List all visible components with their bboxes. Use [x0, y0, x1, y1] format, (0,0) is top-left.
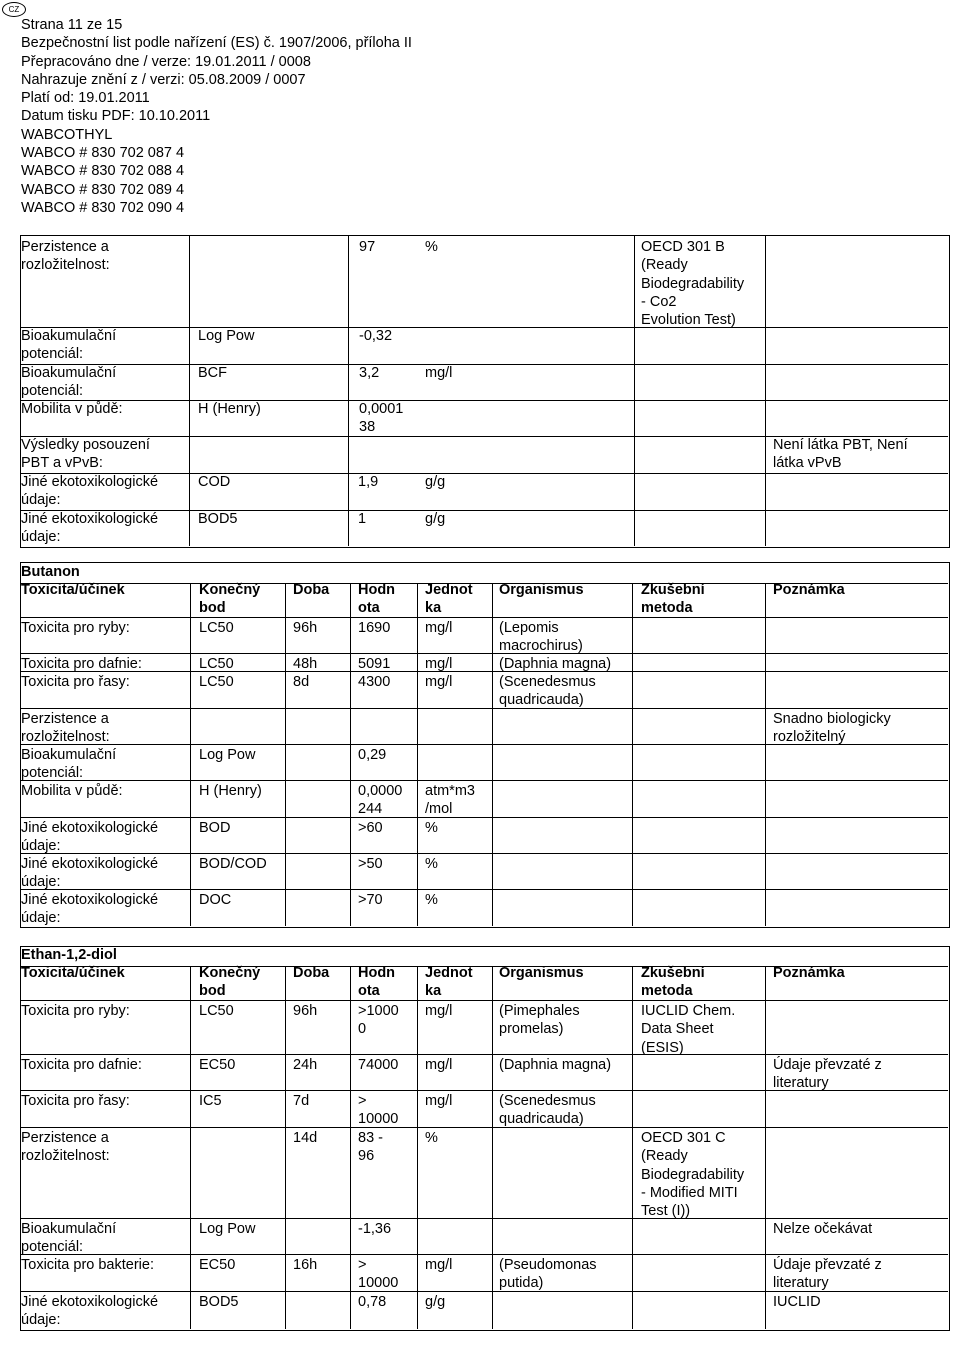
- duration-text: 24h: [293, 1057, 318, 1073]
- col-separator: [417, 583, 418, 926]
- col-separator: [285, 583, 286, 926]
- header-line: Datum tisku PDF: 10.10.2011: [21, 108, 211, 125]
- effect-label: Toxicita pro bakterie:: [21, 1257, 154, 1273]
- test-method: OECD 301 C (Ready Biodegradability - Modified MITI Test (I)): [641, 1130, 745, 1220]
- substance-title: Ethan-1,2-diol: [21, 947, 117, 963]
- header-line: Strana 11 ze 15: [21, 17, 123, 33]
- row-separator: [20, 780, 948, 781]
- row-separator: [20, 473, 948, 474]
- duration-text: 16h: [293, 1257, 318, 1273]
- parameter-label: Perzistence a rozložitelnost:: [21, 239, 110, 274]
- organism-text: (Scenedesmus quadricauda): [499, 674, 596, 709]
- col-header-value: Hodn ota: [358, 965, 396, 1000]
- col-header-endpoint: Konečný bod: [199, 582, 261, 617]
- endpoint-label: Log Pow: [199, 1221, 256, 1237]
- effect-label: Perzistence a rozložitelnost:: [21, 711, 110, 746]
- duration-text: 96h: [293, 1003, 318, 1019]
- endpoint-label: Log Pow: [198, 328, 255, 344]
- col-header-duration: Doba: [293, 965, 330, 981]
- endpoint-label: BOD/COD: [199, 856, 267, 872]
- note-text: Snadno biologicky rozložitelný: [773, 711, 891, 746]
- value-text: -0,32: [359, 328, 393, 344]
- header-line: Bezpečnostní list podle nařízení (ES) č. 1907/2006, příloha II: [21, 35, 412, 52]
- unit-text: mg/l: [425, 620, 453, 636]
- unit-text: mg/l: [425, 1257, 453, 1273]
- row-separator: [20, 1254, 948, 1255]
- row-separator: [20, 436, 948, 437]
- effect-label: Toxicita pro dafnie:: [21, 656, 142, 672]
- row-separator: [20, 364, 948, 365]
- parameter-label: Výsledky posouzení PBT a vPvB:: [21, 437, 150, 472]
- duration-text: 14d: [293, 1130, 318, 1146]
- unit-text: mg/l: [425, 1003, 453, 1019]
- value-text: 1: [358, 511, 367, 527]
- language-badge: CZ: [2, 2, 26, 17]
- col-header-effect: Toxicita/účinek: [21, 965, 125, 981]
- value-text: 1,9: [358, 474, 379, 490]
- col-separator: [190, 966, 191, 1329]
- header-line: Nahrazuje znění z / verzi: 05.08.2009 / 0007: [21, 71, 306, 88]
- section1-table: [20, 235, 950, 548]
- test-method: OECD 301 B (Ready Biodegradability - Co2 Evolution Test): [641, 239, 745, 329]
- value-text: 74000: [358, 1057, 399, 1073]
- unit-text: mg/l: [425, 365, 453, 381]
- col-header-method: Zkušební metoda: [641, 582, 705, 617]
- endpoint-label: BCF: [198, 365, 227, 381]
- note-text: IUCLID: [773, 1294, 821, 1310]
- duration-text: 96h: [293, 620, 318, 636]
- unit-text: mg/l: [425, 1057, 453, 1073]
- endpoint-label: DOC: [199, 892, 232, 908]
- row-separator: [20, 510, 948, 511]
- effect-label: Jiné ekotoxikologické údaje:: [21, 820, 159, 855]
- col-header-endpoint: Konečný bod: [199, 965, 261, 1000]
- note-text: Údaje převzaté z literatury: [773, 1057, 882, 1092]
- value-text: 83 - 96: [358, 1130, 383, 1165]
- row-separator: [20, 617, 948, 618]
- unit-text: mg/l: [425, 1093, 453, 1109]
- row-separator: [20, 1054, 948, 1055]
- effect-label: Jiné ekotoxikologické údaje:: [21, 892, 159, 927]
- endpoint-label: COD: [198, 474, 231, 490]
- endpoint-label: Log Pow: [199, 747, 256, 763]
- parameter-label: Bioakumulační potenciál:: [21, 365, 117, 400]
- row-separator: [20, 1291, 948, 1292]
- col-separator: [417, 966, 418, 1329]
- endpoint-label: BOD5: [199, 1294, 239, 1310]
- unit-text: %: [425, 820, 438, 836]
- effect-label: Perzistence a rozložitelnost:: [21, 1130, 110, 1165]
- col-header-organism: Organismus: [499, 582, 584, 598]
- parameter-label: Bioakumulační potenciál:: [21, 328, 117, 363]
- document-header: [21, 16, 412, 217]
- unit-text: mg/l: [425, 674, 453, 690]
- endpoint-label: H (Henry): [199, 783, 262, 799]
- col-header-method: Zkušební metoda: [641, 965, 705, 1000]
- effect-label: Toxicita pro řasy:: [21, 674, 130, 690]
- effect-label: Toxicita pro dafnie:: [21, 1057, 142, 1073]
- duration-text: 8d: [293, 674, 310, 690]
- endpoint-label: EC50: [199, 1057, 236, 1073]
- unit-text: g/g: [425, 1294, 446, 1310]
- col-header-value: Hodn ota: [358, 582, 396, 617]
- organism-text: (Daphnia magna): [499, 656, 612, 672]
- col-separator: [350, 966, 351, 1329]
- unit-text: %: [425, 1130, 438, 1146]
- value-text: 0,0001 38: [359, 401, 404, 436]
- header-line: WABCO # 830 702 090 4: [21, 199, 185, 216]
- row-separator: [20, 1090, 948, 1091]
- note-text: Údaje převzaté z literatury: [773, 1257, 882, 1292]
- parameter-label: Mobilita v půdě:: [21, 401, 123, 417]
- effect-label: Toxicita pro ryby:: [21, 1003, 130, 1019]
- value-text: >1000 0: [358, 1003, 399, 1038]
- parameter-label: Jiné ekotoxikologické údaje:: [21, 511, 159, 546]
- col-header-duration: Doba: [293, 582, 330, 598]
- organism-text: (Pimephales promelas): [499, 1003, 580, 1038]
- unit-text: atm*m3 /mol: [425, 783, 475, 818]
- value-text: >50: [358, 856, 383, 872]
- unit-text: g/g: [425, 474, 446, 490]
- col-separator: [632, 966, 633, 1329]
- duration-text: 7d: [293, 1093, 310, 1109]
- value-text: >60: [358, 820, 383, 836]
- col-header-note: Poznámka: [773, 582, 845, 598]
- header-line: WABCO # 830 702 089 4: [21, 181, 185, 198]
- row-separator: [20, 653, 948, 654]
- value-text: 4300: [358, 674, 391, 690]
- effect-label: Toxicita pro ryby:: [21, 620, 130, 636]
- duration-text: 48h: [293, 656, 318, 672]
- unit-text: %: [425, 239, 438, 255]
- header-line: Přepracováno dne / verze: 19.01.2011 / 0008: [21, 53, 311, 70]
- col-separator: [350, 583, 351, 926]
- organism-text: (Lepomis macrochirus): [499, 620, 583, 655]
- value-text: >70: [358, 892, 383, 908]
- row-separator: [20, 1218, 948, 1219]
- value-text: 0,78: [358, 1294, 387, 1310]
- col-separator: [765, 966, 766, 1329]
- effect-label: Jiné ekotoxikologické údaje:: [21, 1294, 159, 1329]
- effect-label: Toxicita pro řasy:: [21, 1093, 130, 1109]
- col-separator: [632, 583, 633, 926]
- row-separator: [20, 708, 948, 709]
- organism-text: (Pseudomonas putida): [499, 1257, 597, 1292]
- header-line: WABCO # 830 702 088 4: [21, 163, 185, 180]
- row-separator: [20, 1127, 948, 1128]
- value-text: 5091: [358, 656, 391, 672]
- row-separator: [20, 744, 948, 745]
- col-header-organism: Organismus: [499, 965, 584, 981]
- value-text: > 10000: [358, 1257, 399, 1292]
- endpoint-label: BOD: [199, 820, 231, 836]
- col-separator: [348, 235, 349, 546]
- row-separator: [20, 327, 948, 328]
- value-text: 97: [359, 239, 376, 255]
- organism-text: (Scenedesmus quadricauda): [499, 1093, 596, 1128]
- col-separator: [634, 235, 635, 546]
- effect-label: Mobilita v půdě:: [21, 783, 123, 799]
- value-text: 0,0000 244: [358, 783, 403, 818]
- row-separator: [20, 889, 948, 890]
- endpoint-label: H (Henry): [198, 401, 261, 417]
- row-separator: [20, 671, 948, 672]
- organism-text: (Daphnia magna): [499, 1057, 612, 1073]
- endpoint-label: LC50: [199, 656, 234, 672]
- note-text: Nelze očekávat: [773, 1221, 873, 1237]
- note-text: Není látka PBT, Není látka vPvB: [773, 437, 908, 472]
- col-header-unit: Jednot ka: [425, 582, 473, 617]
- endpoint-label: LC50: [199, 1003, 234, 1019]
- unit-text: %: [425, 892, 438, 908]
- col-separator: [765, 235, 766, 546]
- unit-text: mg/l: [425, 656, 453, 672]
- header-line: WABCOTHYL: [21, 126, 113, 143]
- endpoint-label: IC5: [199, 1093, 222, 1109]
- value-text: > 10000: [358, 1093, 399, 1128]
- col-header-unit: Jednot ka: [425, 965, 473, 1000]
- parameter-label: Jiné ekotoxikologické údaje:: [21, 474, 159, 509]
- row-separator: [20, 1000, 948, 1001]
- col-header-note: Poznámka: [773, 965, 845, 981]
- test-method: IUCLID Chem. Data Sheet (ESIS): [641, 1003, 736, 1056]
- unit-text: %: [425, 856, 438, 872]
- endpoint-label: EC50: [199, 1257, 236, 1273]
- col-separator: [765, 583, 766, 926]
- value-text: 1690: [358, 620, 391, 636]
- unit-text: g/g: [425, 511, 446, 527]
- row-separator: [20, 400, 948, 401]
- substance-title: Butanon: [21, 564, 80, 580]
- col-separator: [190, 583, 191, 926]
- row-separator: [20, 853, 948, 854]
- endpoint-label: LC50: [199, 620, 234, 636]
- col-separator: [492, 583, 493, 926]
- endpoint-label: LC50: [199, 674, 234, 690]
- value-text: 3,2: [359, 365, 380, 381]
- col-separator: [285, 966, 286, 1329]
- effect-label: Bioakumulační potenciál:: [21, 747, 117, 782]
- effect-label: Jiné ekotoxikologické údaje:: [21, 856, 159, 891]
- value-text: 0,29: [358, 747, 387, 763]
- col-header-effect: Toxicita/účinek: [21, 582, 125, 598]
- endpoint-label: BOD5: [198, 511, 238, 527]
- header-line: WABCO # 830 702 087 4: [21, 145, 185, 162]
- col-separator: [189, 235, 190, 546]
- col-separator: [492, 966, 493, 1329]
- header-line: Platí od: 19.01.2011: [21, 90, 150, 107]
- value-text: -1,36: [358, 1221, 392, 1237]
- effect-label: Bioakumulační potenciál:: [21, 1221, 117, 1256]
- row-separator: [20, 817, 948, 818]
